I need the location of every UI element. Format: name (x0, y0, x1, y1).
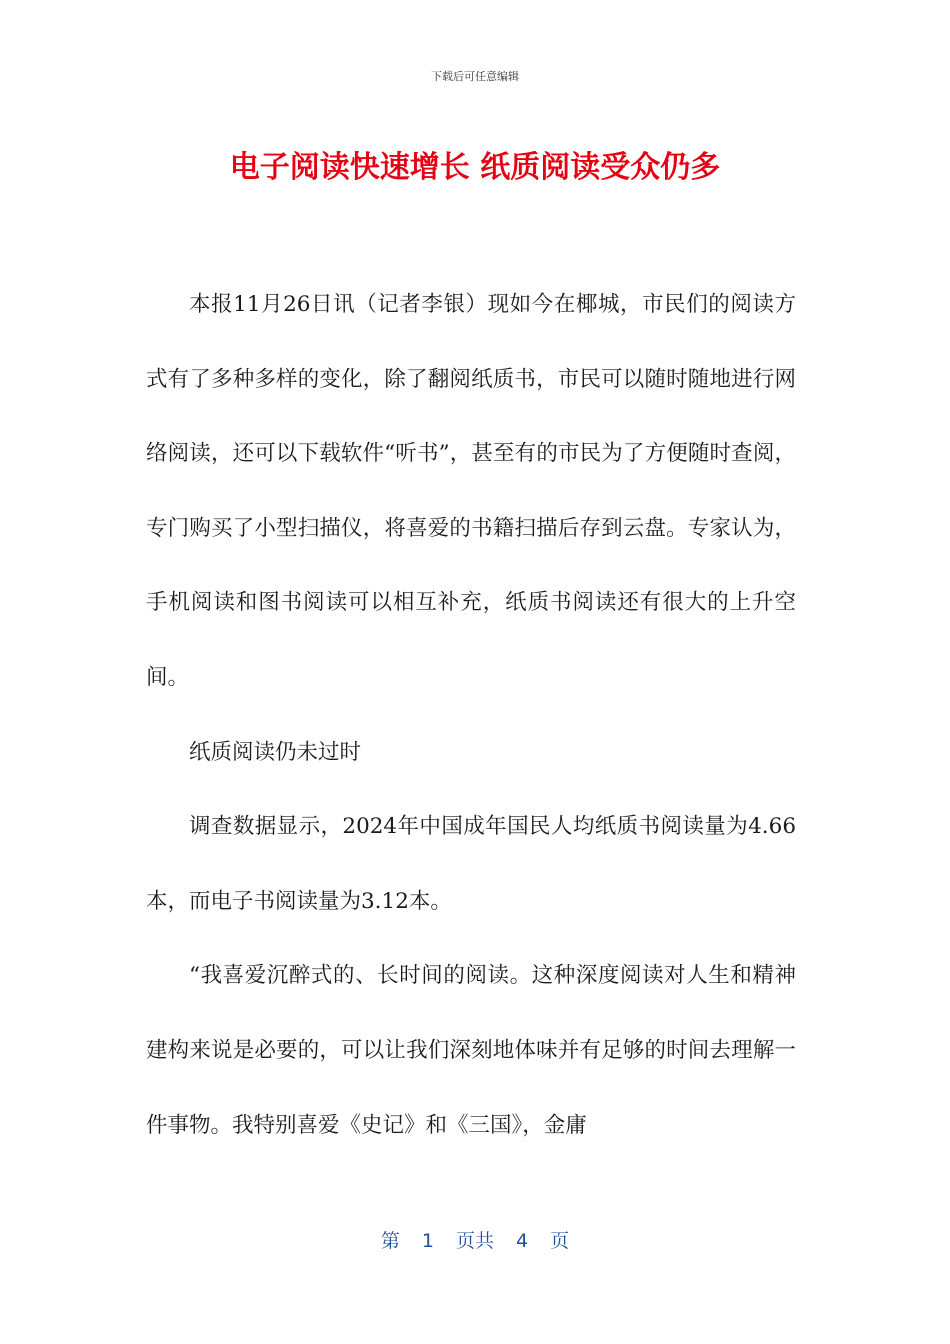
footer-total-pages: 4 (516, 1230, 529, 1252)
article-title: 电子阅读快速增长 纸质阅读受众仍多 (229, 150, 721, 185)
page-footer (0, 1226, 950, 1253)
paragraph-subheading: 纸质阅读仍未过时 (189, 739, 362, 765)
article-body (146, 268, 796, 1163)
paragraph-intro: 本报11月26日讯（记者李银）现如今在椰城，市民们的阅读方式有了多种多样的变化，除了翻阅纸质书，市民可以随时随地进行网络阅读，还可以下载软件“听书”，甚至有的市民为了方便随时查阅，专门购买了小型扫描仪，将喜爱的书籍扫描后存到云盘。专家认为，手机阅读和图书阅读可以相互补充，纸质书阅读还有很大的上升空间。 (146, 292, 796, 690)
footer-middle: 页共 (455, 1230, 494, 1252)
header-note: 下载后可任意编辑 (431, 70, 519, 83)
paragraph-quote: “我喜爱沉醉式的、长时间的阅读。这种深度阅读对人生和精神建构来说是必要的，可以让我们深刻地体味并有足够的时间去理解一件事物。我特别喜爱《史记》和《三国》，金庸 (146, 963, 796, 1138)
paragraph-statistics: 调查数据显示，2024年中国成年国民人均纸质书阅读量为4.66本，而电子书阅读量为3.12本。 (146, 814, 796, 914)
footer-suffix: 页 (550, 1230, 570, 1252)
footer-prefix: 第 (380, 1230, 400, 1252)
footer-current-page: 1 (421, 1230, 434, 1252)
